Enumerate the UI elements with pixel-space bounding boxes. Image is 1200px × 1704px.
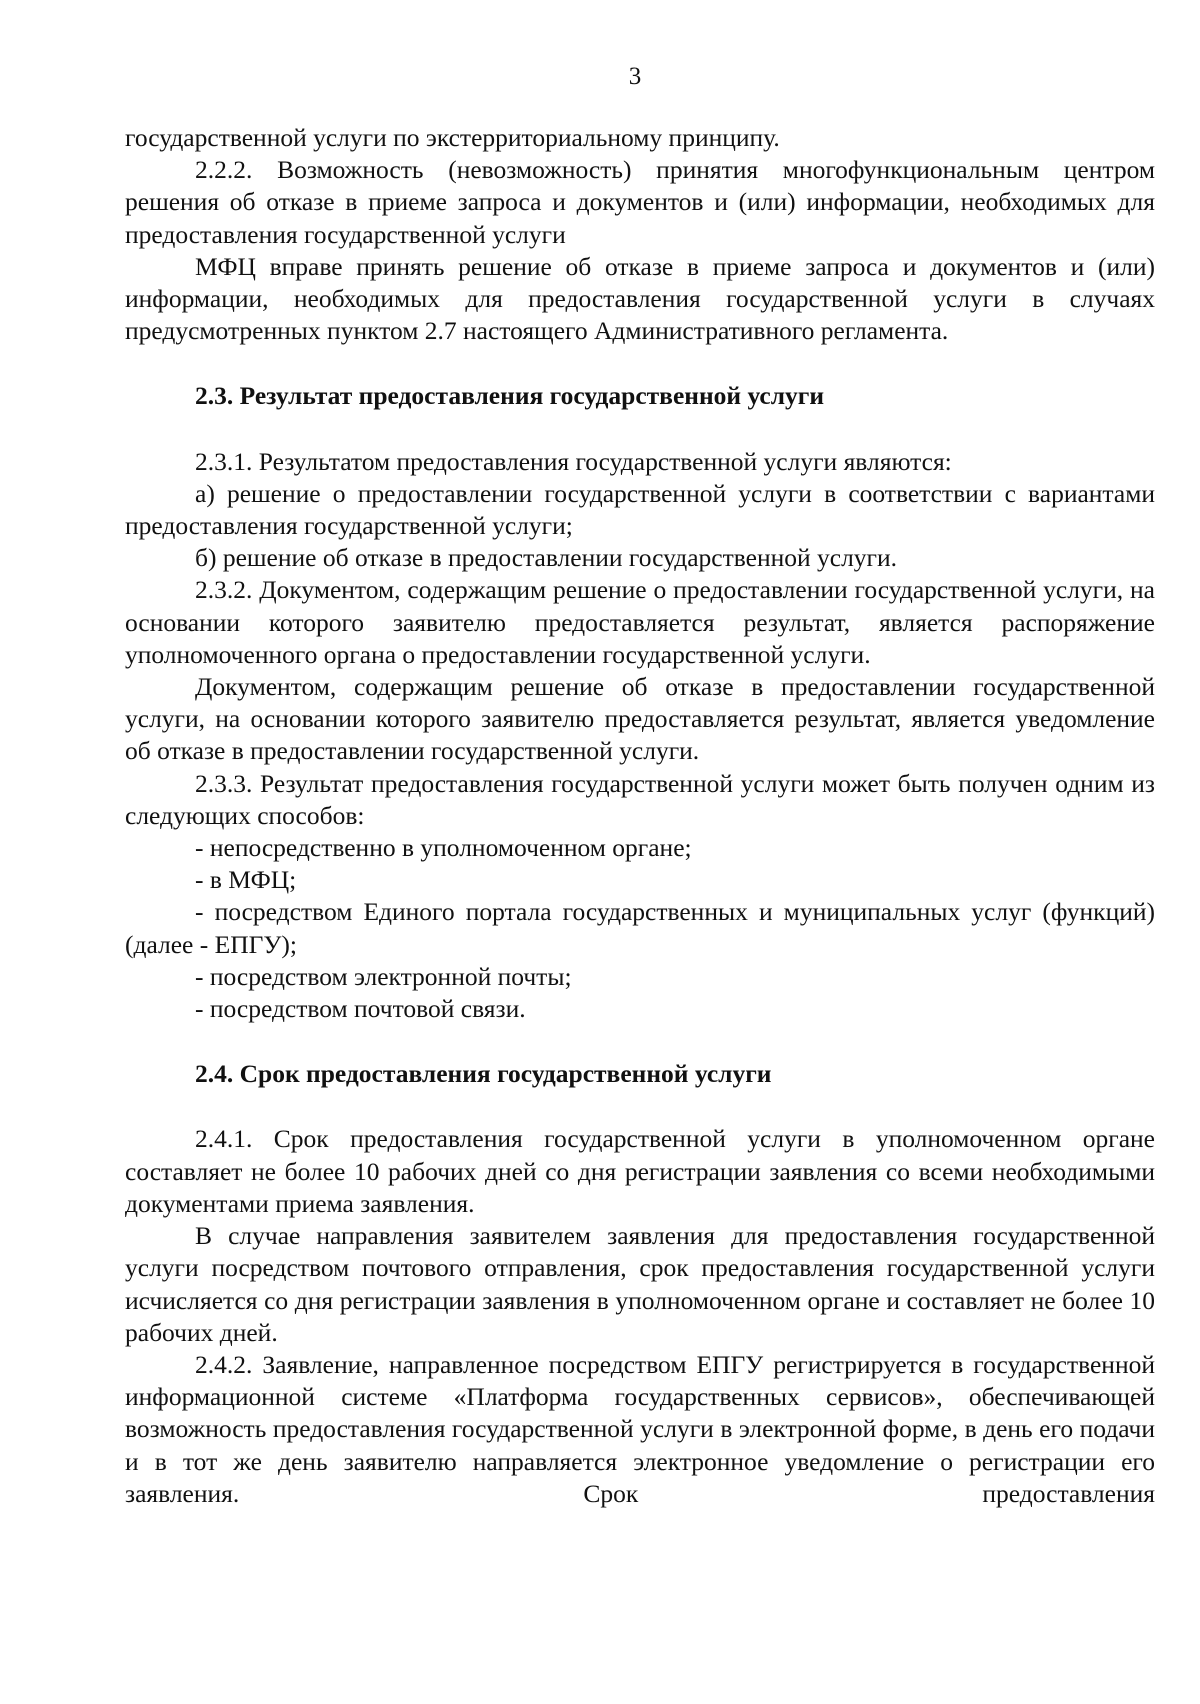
paragraph: МФЦ вправе принять решение об отказе в приеме запроса и документов и (или) информации, необходимых для предоставления государственной услуги в случаях предусмотренных пунктом 2.7 настоящего Административного регламента. [125,251,1155,346]
document-body [125,122,1155,1510]
list-item: - посредством Единого портала государственных и муниципальных услуг (функций) (далее - ЕПГУ); [125,897,1155,959]
section-heading: 2.3. Результат предоставления государственной услуги [195,381,825,411]
paragraph: б) решение об отказе в предоставлении государственной услуги. [195,543,898,573]
paragraph: В случае направления заявителем заявления для предоставления государственной услуги посредством почтового отправления, срок предоставления государственной услуги исчисляется со дня регистрации заявления в уполномоченном органе и составляет не более 10 рабочих дней. [125,1221,1155,1347]
list-item: - непосредственно в уполномоченном органе; [195,833,692,863]
paragraph: Документом, содержащим решение об отказе в предоставлении государственной услуги, на основании которого заявителю предоставляется результат, является уведомление об отказе в предоставлении государственной услуги. [125,672,1155,766]
paragraph: 2.3.2. Документом, содержащим решение о предоставлении государственной услуги, на основании которого заявителю предоставляется результат, является распоряжение уполномоченного органа о предоставлении государственной услуги. [125,575,1155,669]
paragraph: а) решение о предоставлении государственной услуги в соответствии с вариантами предоставления государственной услуги; [125,478,1155,541]
paragraph: 2.3.1. Результатом предоставления государственной услуги являются: [195,446,952,476]
paragraph: 2.2.2. Возможность (невозможность) принятия многофункциональным центром решения об отказе в приеме запроса и документов и (или) информации, необходимых для предоставления государственной услуги [125,155,1155,249]
paragraph: 2.3.3. Результат предоставления государственной услуги может быть получен одним из следующих способов: [125,768,1155,830]
paragraph: 2.4.1. Срок предоставления государственной услуги в уполномоченном органе составляет не более 10 рабочих дней со дня регистрации заявления со всеми необходимыми документами приема заявления. [125,1124,1155,1218]
list-item: - посредством электронной почты; [195,961,572,991]
list-item: - посредством почтовой связи. [195,994,526,1024]
section-heading: 2.4. Срок предоставления государственной услуги [195,1059,772,1089]
list-item: - в МФЦ; [195,865,297,895]
page-number: 3 [628,63,642,90]
paragraph: государственной услуги по экстерриториальному принципу. [125,123,780,152]
paragraph: 2.4.2. Заявление, направленное посредством ЕПГУ регистрируется в государственной информационной системе «Платформа государственных сервисов», обеспечивающей возможность предоставления государственной услуги в электронной форме, в день его подачи и в тот же день заявителю направляется электронное уведомление о регистрации его заявления. Срок предоставления [125,1349,1155,1508]
